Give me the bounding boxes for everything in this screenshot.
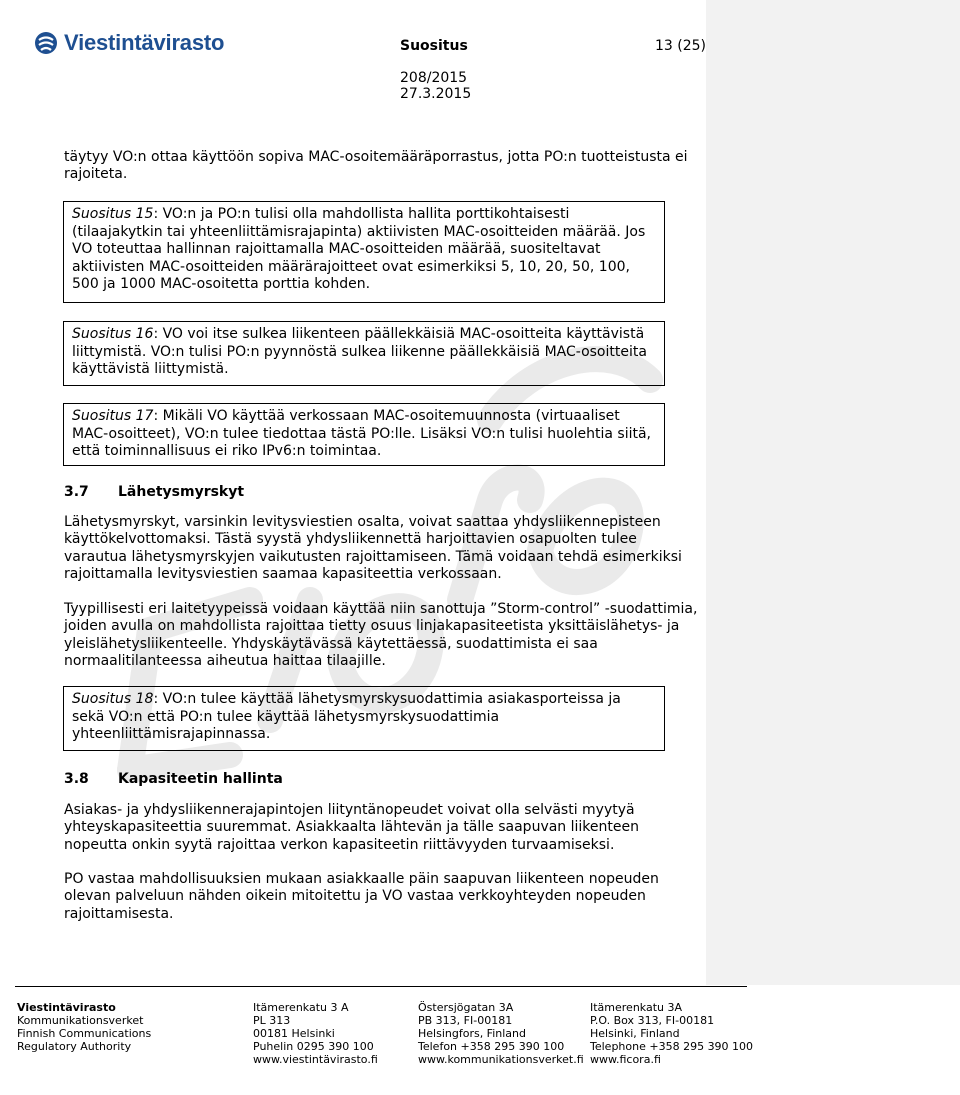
- footer-line: Viestintävirasto: [17, 1001, 116, 1014]
- footer-line: Regulatory Authority: [17, 1040, 132, 1053]
- section-heading-3-7: [64, 484, 244, 500]
- footer-line: 00181 Helsinki: [253, 1027, 335, 1040]
- margin-panel: [706, 0, 960, 985]
- section-heading-3-8: [64, 771, 283, 787]
- footer-divider: [15, 986, 747, 987]
- recommendation-label: Suositus 17: [72, 408, 154, 424]
- footer-line: Telefon +358 295 390 100: [418, 1040, 565, 1053]
- logo-emblem-icon: [34, 31, 58, 55]
- document-number: 208/2015: [400, 70, 468, 86]
- footer-line: Finnish Communications: [17, 1027, 152, 1040]
- footer-link[interactable]: www.viestintävirasto.fi: [253, 1053, 378, 1066]
- footer-line: Helsingfors, Finland: [418, 1027, 526, 1040]
- paragraph-3-7-b: Tyypillisesti eri laitetyypeissä voidaan käyttää niin sanottuja ”Storm-control” -suodattimia, joiden avulla on mahdollista rajoittaa tietty osuus linjakapasiteetista yksittäislähetys- ja yleislähetysliikenteelle. Yhdyskäytävässä käytettäessä, suodattimista ei saa normaalitilanteessa aiheutua haittaa tilaajille.: [64, 601, 698, 670]
- recommendation-16-box: [63, 321, 665, 386]
- recommendation-text: : VO voi itse sulkea liikenteen päällekkäisiä MAC-osoitteita käyttävistä liittymistä. VO:n tulisi PO:n pyynnöstä sulkea liikenne päällekkäisiä MAC-osoitteita käyttävistä liittymistä.: [72, 326, 647, 378]
- recommendation-label: Suositus 16: [72, 326, 154, 342]
- footer-column-finnish: [253, 1001, 378, 1066]
- footer-line: Östersjögatan 3A: [418, 1001, 514, 1014]
- footer-line: P.O. Box 313, FI-00181: [590, 1014, 715, 1027]
- logo-text: Viestintävirasto: [64, 30, 225, 55]
- intro-paragraph: täytyy VO:n ottaa käyttöön sopiva MAC-osoitemääräporrastus, jotta PO:n tuotteistusta ei rajoiteta.: [64, 149, 688, 183]
- footer-line: PB 313, FI-00181: [418, 1014, 513, 1027]
- recommendation-text: : VO:n tulee käyttää lähetysmyrskysuodattimia asiakasporteissa ja sekä VO:n että PO:n tulee käyttää lähetysmyrskysuodattimia yhteenliittämisrajapinnassa.: [72, 691, 621, 743]
- footer-column-swedish: [418, 1001, 584, 1066]
- footer-line: Puhelin 0295 390 100: [253, 1040, 374, 1053]
- footer-line: Telephone +358 295 390 100: [590, 1040, 754, 1053]
- recommendation-text: : Mikäli VO käyttää verkossaan MAC-osoitemuunnosta (virtuaaliset MAC-osoitteet), VO:n tulee tiedottaa tästä PO:lle. Lisäksi VO:n tulisi huolehtia siitä, että toiminnallisuus ei riko IPv6:n toimintaa.: [72, 408, 651, 460]
- logo: [34, 30, 224, 56]
- footer-column-english: [590, 1001, 753, 1066]
- section-title: Lähetysmyrskyt: [118, 484, 245, 500]
- paragraph-3-8-a: Asiakas- ja yhdysliikennerajapintojen liityntänopeudet voivat olla selvästi myytyä yhteyskapasiteettia suuremmat. Asiakkaalta lähtevän ja tälle saapuvan liikenteen nopeutta onkin syytä rajoittaa verkon kapasiteetin riittävyyden turvaamiseksi.: [64, 802, 639, 853]
- footer-line: Itämerenkatu 3 A: [253, 1001, 349, 1014]
- footer-line: Helsinki, Finland: [590, 1027, 680, 1040]
- section-number: 3.7: [64, 484, 89, 500]
- recommendation-label: Suositus 18: [72, 691, 154, 707]
- paragraph-3-8-b: PO vastaa mahdollisuuksien mukaan asiakkaalle päin saapuvan liikenteen nopeuden olevan palveluun nähden oikein mitoitettu ja VO vastaa verkkoyhteyden nopeuden rajoittamisesta.: [64, 871, 659, 922]
- footer-column-names: [17, 1001, 151, 1053]
- footer-link[interactable]: www.ficora.fi: [590, 1053, 661, 1066]
- recommendation-15-box: [63, 201, 665, 303]
- footer-line: Itämerenkatu 3A: [590, 1001, 683, 1014]
- section-title: Kapasiteetin hallinta: [118, 771, 283, 787]
- footer-line: Kommunikationsverket: [17, 1014, 144, 1027]
- recommendation-text: : VO:n ja PO:n tulisi olla mahdollista hallita porttikohtaisesti (tilaajakytkin tai yhteenliittämisrajapinta) aktiivisten MAC-osoitteiden määrää. Jos VO toteuttaa hallinnan rajoittamalla MAC-osoitteiden määrää, suositeltavat aktiivisten MAC-osoitteiden määrärajoitteet ovat esimerkiksi 5, 10, 20, 50, 100, 500 ja 1000 MAC-osoitetta porttia kohden.: [72, 206, 646, 293]
- document-type: Suositus: [400, 38, 468, 54]
- recommendation-18-box: [63, 686, 665, 751]
- recommendation-17-box: [63, 403, 665, 466]
- section-number: 3.8: [64, 771, 89, 787]
- paragraph-3-7-a: Lähetysmyrskyt, varsinkin levitysviestien osalta, voivat saattaa yhdysliikennepisteen käyttökelvottomaksi. Tästä syystä yhdysliikennettä harjoittavien osapuolten tulee varautua lähetysmyrskyjen vaikutusten rajoittamiseen. Tämä voidaan tehdä esimerkiksi rajoittamalla levitysviestien saamaa kapasiteettia verkossaan.: [64, 514, 682, 583]
- document-date: 27.3.2015: [400, 86, 472, 102]
- page-number: 13 (25): [655, 38, 707, 54]
- footer-link[interactable]: www.kommunikationsverket.fi: [418, 1053, 584, 1066]
- footer-line: PL 313: [253, 1014, 291, 1027]
- recommendation-label: Suositus 15: [72, 206, 154, 222]
